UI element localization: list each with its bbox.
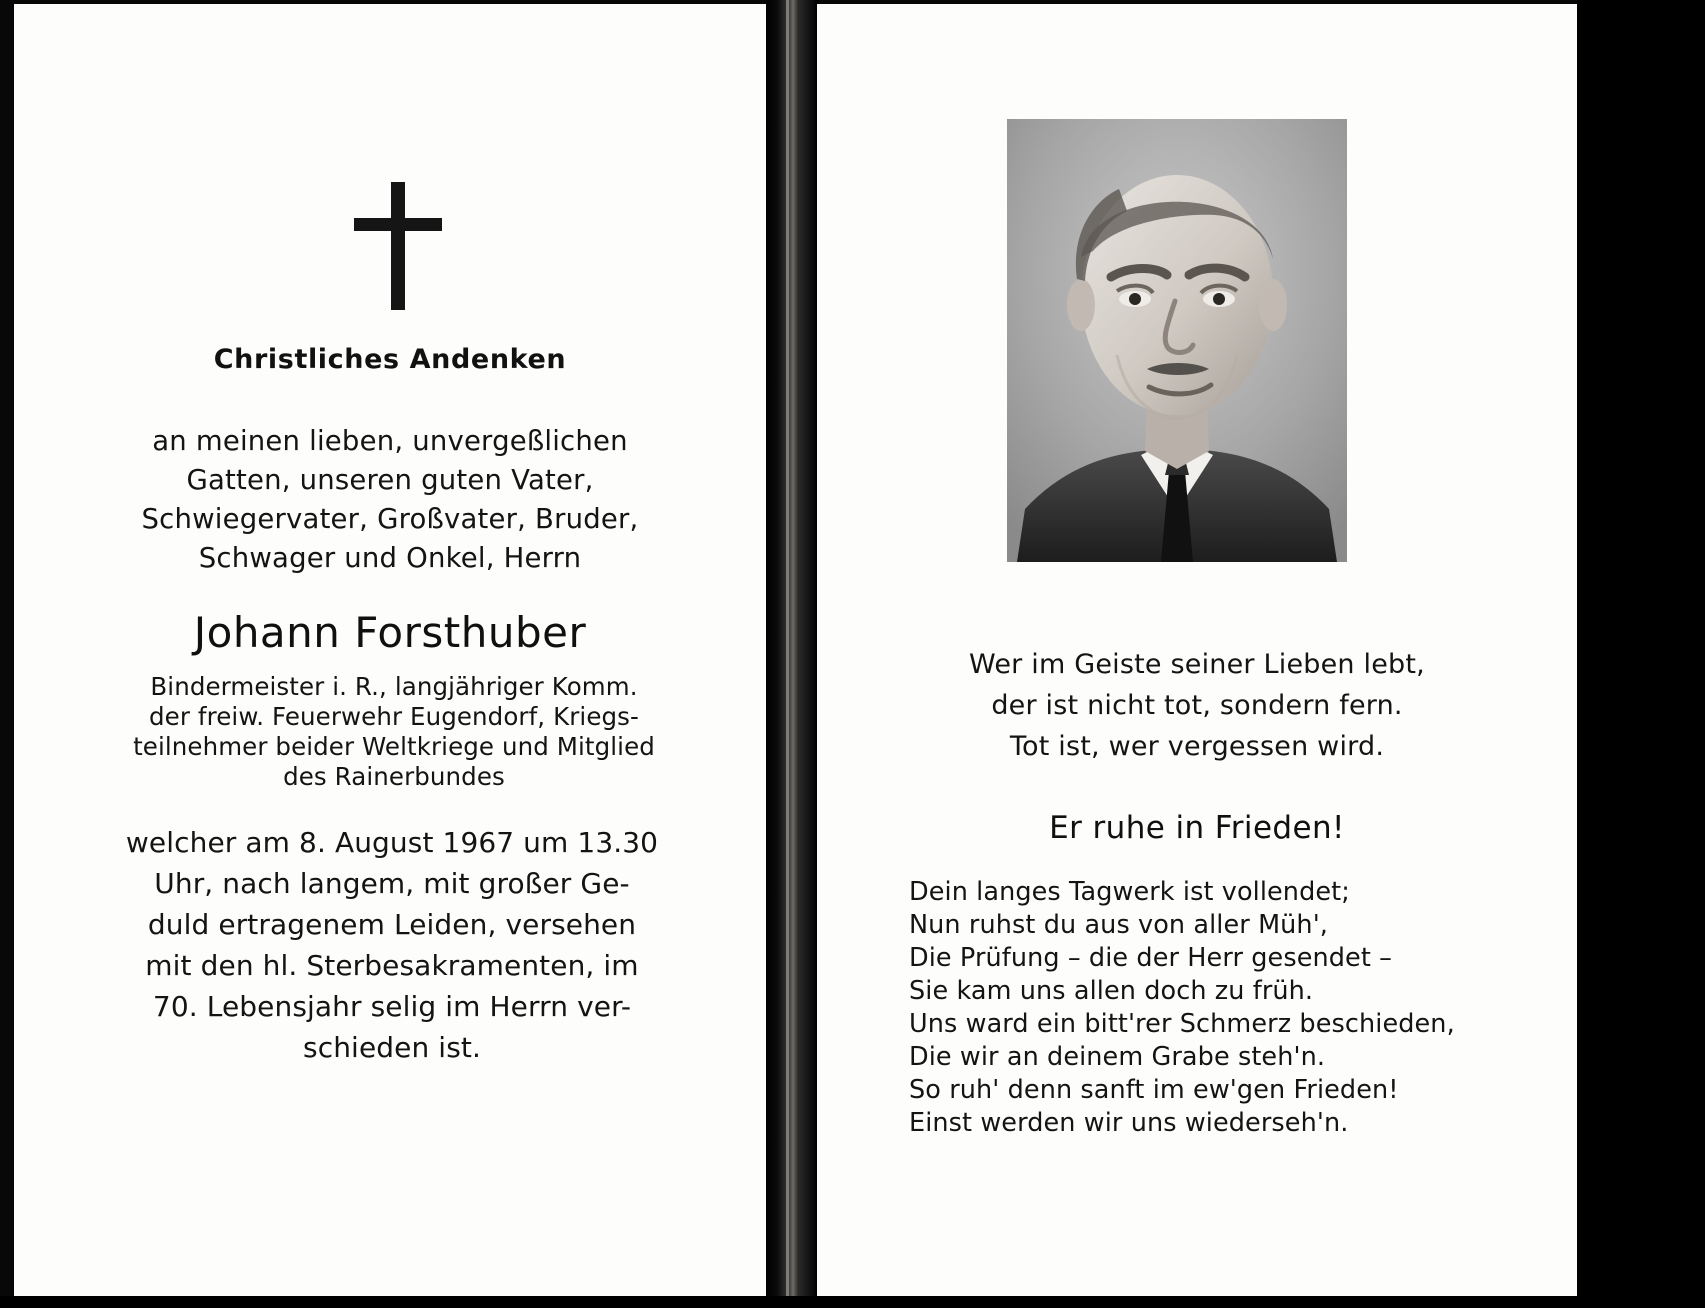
scan-right-margin — [1577, 0, 1705, 1308]
portrait-photo-image — [1007, 119, 1347, 562]
portrait-photo — [1007, 119, 1347, 562]
death-line: schieden ist. — [303, 1031, 481, 1064]
title-line: Bindermeister i. R., langjähriger Komm. — [150, 672, 638, 701]
death-notice-text — [72, 822, 712, 1068]
card-fold-crease — [786, 0, 789, 1308]
title-line: der freiw. Feuerwehr Eugendorf, Kriegs- — [149, 702, 639, 731]
deceased-name: Johann Forsthuber — [193, 608, 587, 657]
rest-in-peace-text: Er ruhe in Frieden! — [1049, 810, 1345, 846]
title-line: des Rainerbundes — [283, 762, 505, 791]
dedication-text — [84, 422, 696, 578]
memorial-poem — [909, 876, 1509, 1140]
latin-cross-icon — [346, 182, 450, 310]
poem-line: Die wir an deinem Grabe steh'n. — [909, 1042, 1326, 1072]
poem-line: So ruh' denn sanft im ew'gen Frieden! — [909, 1075, 1399, 1105]
right-page-content — [817, 4, 1577, 1304]
left-page-content — [14, 4, 766, 1304]
card-left-page — [14, 4, 766, 1304]
poem-line: Dein langes Tagwerk ist vollendet; — [909, 877, 1350, 907]
death-line: mit den hl. Sterbesakramenten, im — [145, 949, 639, 982]
poem-line: Nun ruhst du aus von aller Müh', — [909, 910, 1329, 940]
dedication-line: an meinen lieben, unvergeßlichen — [152, 425, 628, 457]
page-title: Christliches Andenken — [213, 344, 567, 375]
verse-line: Wer im Geiste seiner Lieben lebt, — [969, 649, 1425, 680]
scan-bottom-margin — [0, 1296, 1705, 1308]
card-fold-gutter — [766, 0, 818, 1308]
death-line: 70. Lebensjahr selig im Herrn ver- — [152, 990, 632, 1023]
card-right-page — [817, 4, 1577, 1304]
dedication-line: Schwager und Onkel, Herrn — [198, 542, 582, 574]
title-line: teilnehmer beider Weltkriege und Mitglied — [133, 732, 655, 761]
verse-line: Tot ist, wer vergessen wird. — [1009, 731, 1385, 762]
poem-line: Einst werden wir uns wiederseh'n. — [909, 1108, 1349, 1138]
poem-line: Die Prüfung – die der Herr gesendet – — [909, 943, 1392, 973]
dedication-line: Gatten, unseren guten Vater, — [186, 464, 594, 496]
death-line: duld ertragenem Leiden, versehen — [147, 908, 637, 941]
death-line: welcher am 8. August 1967 um 13.30 — [125, 826, 659, 859]
memorial-verse — [877, 644, 1517, 767]
verse-line: der ist nicht tot, sondern fern. — [991, 690, 1403, 721]
dedication-line: Schwiegervater, Großvater, Bruder, — [141, 503, 639, 535]
deceased-titles — [74, 672, 714, 792]
poem-line: Uns ward ein bitt'rer Schmerz beschieden, — [909, 1009, 1455, 1039]
death-line: Uhr, nach langem, mit großer Ge- — [154, 867, 630, 900]
poem-line: Sie kam uns allen doch zu früh. — [909, 976, 1314, 1006]
